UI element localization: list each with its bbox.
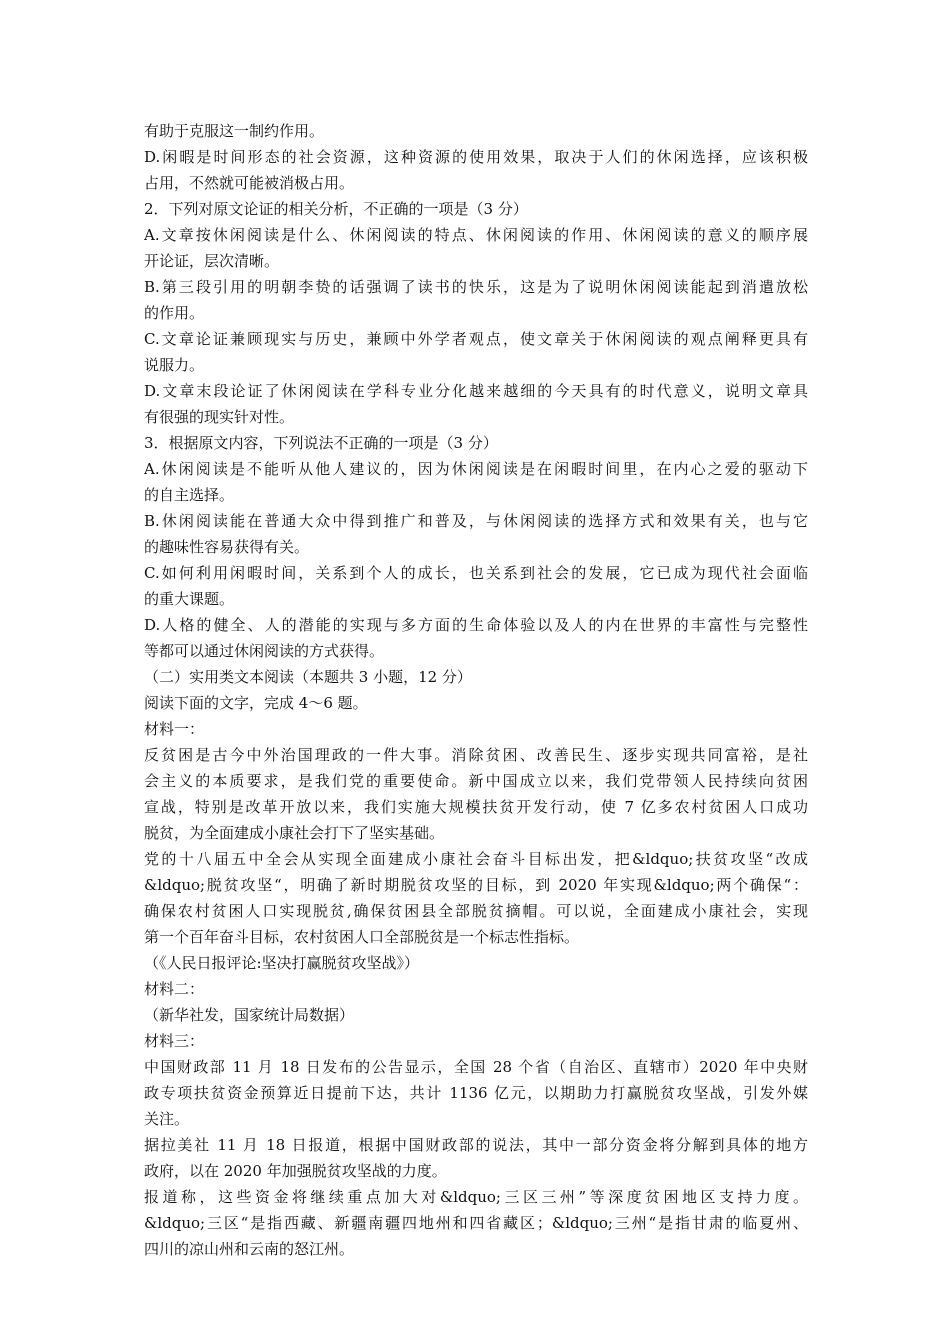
text-line: 四川的凉山州和云南的怒江州。 [144,1240,355,1258]
text-line: 的作用。 [144,304,205,322]
material-label: 材料三： [144,1032,205,1050]
text-line: 反贫困是古今中外治国理政的一件大事。消除贫困、改善民生、逐步实现共同富裕，是社 [144,746,808,764]
text-line: 关注。 [144,1110,190,1128]
instruction-line: 阅读下面的文字，完成 4～6 题。 [144,694,368,712]
source-citation: （新华社发，国家统计局数据） [144,1006,355,1024]
question-2-heading: 2．下列对原文论证的相关分析，不正确的一项是（3 分） [144,200,528,218]
text-line: A.文章按休闲阅读是什么、休闲阅读的特点、休闲阅读的作用、休闲阅读的意义的顺序展 [144,226,808,244]
material-label: 材料一： [144,720,205,738]
text-line: 政专项扶贫资金预算近日提前下达，共计 1136 亿元，以期助力打赢脱贫攻坚战，引发外媒 [144,1084,808,1102]
text-line: D.文章末段论证了休闲阅读在学科专业分化越来越细的今天具有的时代意义，说明文章具 [144,382,808,400]
text-line: 宣战，特别是改革开放以来，我们实施大规模扶贫开发行动，使 7 亿多农村贫困人口成功 [144,798,808,816]
text-line: C.如何利用闲暇时间，关系到个人的成长，也关系到社会的发展，它已成为现代社会面临 [144,564,808,582]
source-citation: （《人民日报评论:坚决打赢脱贫攻坚战》） [144,954,420,972]
section-heading: （二）实用类文本阅读（本题共 3 小题，12 分） [144,668,472,686]
text-line: 等都可以通过休闲阅读的方式获得。 [144,642,385,660]
text-line: C.文章论证兼顾现实与历史，兼顾中外学者观点，使文章关于休闲阅读的观点阐释更具有 [144,330,808,348]
text-line: 确保农村贫困人口实现脱贫,确保贫困县全部脱贫摘帽。可以说，全面建成小康社会，实现 [144,902,808,920]
text-line: 的重大课题。 [144,590,235,608]
text-line: A.休闲阅读是不能听从他人建议的，因为休闲阅读是在闲暇时间里，在内心之爱的驱动下 [144,460,808,478]
text-line: 的趣味性容易获得有关。 [144,538,310,556]
text-line: 政府，以在 2020 年加强脱贫攻坚战的力度。 [144,1162,447,1180]
text-line: D.人格的健全、人的潜能的实现与多方面的生命体验以及人的内在世界的丰富性与完整性 [144,616,808,634]
text-line: B.第三段引用的明朝李贽的话强调了读书的快乐，这是为了说明休闲阅读能起到消遣放松 [144,278,808,296]
text-line: &ldquo;三区“是指西藏、新疆南疆四地州和四省藏区；&ldquo;三州“是指甘肃的临夏州、 [144,1214,808,1232]
text-line: 的自主选择。 [144,486,235,504]
text-line: 党的十八届五中全会从实现全面建成小康社会奋斗目标出发，把&ldquo;扶贫攻坚“改成 [144,850,808,868]
text-line: 第一个百年奋斗目标，农村贫困人口全部脱贫是一个标志性指标。 [144,928,580,946]
text-line: 说服力。 [144,356,205,374]
text-line: 有助于克服这一制约作用。 [144,122,325,140]
text-line: 据拉美社 11 月 18 日报道，根据中国财政部的说法，其中一部分资金将分解到具体的地方 [144,1136,808,1154]
question-3-heading: 3．根据原文内容，下列说法不正确的一项是（3 分） [144,434,498,452]
text-line: 占用，不然就可能被消极占用。 [144,174,355,192]
document-page [144,118,808,1262]
text-line: &ldquo;脱贫攻坚“，明确了新时期脱贫攻坚的目标，到 2020 年实现&ldquo;两个确保“： [144,876,808,894]
text-line: D.闲暇是时间形态的社会资源，这种资源的使用效果，取决于人们的休闲选择，应该积极 [144,148,808,166]
text-line: 脱贫，为全面建成小康社会打下了坚实基础。 [144,824,445,842]
text-line: 开论证，层次清晰。 [144,252,280,270]
text-line: 会主义的本质要求，是我们党的重要使命。新中国成立以来，我们党带领人民持续向贫困 [144,772,808,790]
material-label: 材料二： [144,980,205,998]
text-line: 中国财政部 11 月 18 日发布的公告显示，全国 28 个省（自治区、直辖市）2020 年中央财 [144,1058,808,1076]
text-line: 报道称，这些资金将继续重点加大对&ldquo;三区三州”等深度贫困地区支持力度。 [144,1188,808,1206]
text-line: B.休闲阅读能在普通大众中得到推广和普及，与休闲阅读的选择方式和效果有关，也与它 [144,512,808,530]
text-line: 有很强的现实针对性。 [144,408,295,426]
